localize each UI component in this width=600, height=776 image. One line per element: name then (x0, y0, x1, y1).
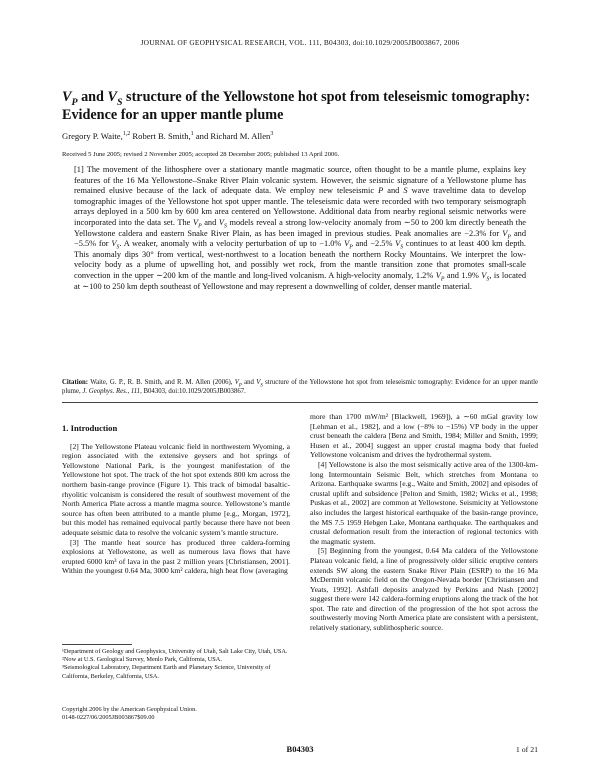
abstract-v: V (481, 270, 487, 280)
abstract-p-wave: P (378, 186, 384, 196)
abstract-sub-p: P (198, 223, 202, 230)
citation-v: V (256, 379, 261, 386)
abstract-v: V (344, 239, 350, 249)
citation-and: and (241, 379, 257, 386)
abstract-text-7: continues to at least 400 km depth. This anomaly dips 30° from vertical, west-northwest to a location beneath the northern Rocky Mountains. We interpret the low-velocity body as a plume of upwelling hot, and possibly wet rock, from the mantle transition zone that promotes small-scale convection in the upper ∼200 km of the mantle and long-lived volcanism. A high-velocity anomaly, 1.2% (74, 239, 526, 280)
copyright (62, 706, 197, 722)
title-vs: V (107, 89, 117, 105)
running-head: JOURNAL OF GEOPHYSICAL RESEARCH, VOL. 111, B04303, doi:10.1029/2005JB003867, 2006 (140, 38, 460, 47)
citation-journal: J. Geophys. Res., 111, (82, 388, 142, 395)
paragraph-2: [2] The Yellowstone Plateau volcanic field in northwestern Wyoming, a region associated with the extensive geysers and hot springs of Yellowstone National Park, is the youngest manifestation of the Yellowstone hot spot. The track of the hot spot extends 800 km across the northern basin-range province (Figure 1). This track of bimodal basaltic-rhyolitic volcanism is considered the result of southwest movement of the North America Plate across a mantle magma source. Yellowstone’s mantle source has often been attributed to a mantle plume [e.g., Morgan, 1972], but this model has remained equivocal partly because there have not been adequate seismic data to resolve the volcanic system’s mantle structure. (62, 441, 290, 537)
abstract-sub-s: S (486, 276, 490, 283)
citation-v: V (234, 379, 239, 386)
title-rest: structure of the Yellowstone hot spot from teleseismic tomography: Evidence for an upper mantle plume (62, 89, 531, 123)
title-and: and (77, 89, 108, 105)
paragraph-3-cont: more than 1700 mW/m² [Blackwell, 1969]), a ∼60 mGal gravity low [Lehman et al., 1982], and a low (−8% to −15%) VP body in the upper crust beneath the caldera [Benz and Smith, 1984; Miller and Smith, 1999; Husen et al., 2004] suggest an upper crustal magma body that fueled Yellowstone volcanism and drives the hydrothermal system. (310, 412, 538, 460)
citation-doi: B04303, doi:10.1029/2005JB003867. (141, 388, 246, 395)
citation-label: Citation: (62, 379, 89, 386)
abstract-v: V (218, 217, 224, 227)
paragraph-4: [4] Yellowstone is also the most seismically active area of the 1300-km-long Intermountain Seismic Belt, which stretches from Montana to Arizona. Earthquake swarms [e.g., Waite and Smith, 2002] and episodes of crustal uplift and subsidence [Pelton and Smith, 1982; Wicks et al., 1998; Puskas et al., 2002] are common at Yellowstone. Seismicity at Yellowstone also includes the largest historical earthquake of the basin-range province, the MS 7.5 1959 Hebgen Lake, Montana earthquake. The earthquakes and crustal deformation result from the interaction of regional tectonics with the magmatic system. (310, 459, 538, 546)
right-column (310, 412, 538, 633)
citation-authors: Waite, G. P., R. B. Smith, and R. M. Allen (2006), (88, 379, 235, 386)
abstract-v: V (435, 270, 441, 280)
footnotes (62, 648, 290, 681)
abstract (74, 165, 526, 292)
author-2-affil: 1 (190, 131, 194, 138)
copyright-line: Copyright 2006 by the American Geophysical Union. (62, 706, 197, 713)
citation (62, 378, 538, 396)
page-number: 1 of 21 (515, 745, 538, 754)
section-divider (62, 402, 538, 403)
title-vs-sub: S (116, 96, 123, 108)
abstract-text-4: and −5.5% for (74, 228, 526, 249)
abstract-text-5: . A weaker, anomaly with a velocity perturbation of up to −1.0% (119, 239, 345, 249)
footnote-2: ²Now at U.S. Geological Survey, Menlo Park, California, USA. (62, 656, 222, 664)
abstract-v: V (502, 228, 508, 238)
received-dates: Received 5 June 2005; revised 2 November 2005; accepted 28 December 2005; published 13 April 2006. (62, 151, 340, 158)
article-id: B04303 (286, 744, 314, 754)
abstract-sub-p: P (349, 244, 353, 251)
paper-title (62, 88, 538, 124)
abstract-sub-p: P (440, 276, 445, 283)
footnote-divider (62, 644, 132, 645)
author-3-affil: 3 (270, 131, 274, 138)
abstract-sub-s: S (116, 244, 120, 251)
citation-title: structure of the Yellowstone hot spot from teleseismic tomography: Evidence for an upper mantle plume, (62, 379, 539, 395)
abstract-and: and (201, 217, 219, 227)
title-vp-sub: P (71, 96, 78, 108)
author-2: Robert B. Smith, (130, 131, 191, 141)
abstract-text-8: and 1.9% (444, 270, 482, 280)
section-heading: 1. Introduction (62, 423, 118, 433)
author-1-affil: 1,2 (122, 131, 131, 138)
footnote-3: ³Seismological Laboratory, Department Earth and Planetary Science, University of California, Berkeley, California, USA. (62, 664, 271, 680)
abstract-v: V (192, 217, 199, 227)
abstract-text-1: The movement of the lithosphere over a stationary mantle magmatic source, often thought to be a mantle plume, explains key features of the 16 Ma Yellowstone–Snake River Plain volcanic system. However, the seismic signature of a Yellowstone plume has remained elusive because of the lack of adequate data. We employ new teleseismic (74, 165, 526, 196)
abstract-sub-s: S (223, 223, 227, 230)
abstract-v: V (111, 239, 117, 249)
author-list (62, 131, 273, 141)
paragraph-5: [5] Beginning from the youngest, 0.64 Ma caldera of the Yellowstone Plateau volcanic field, a line of progressively older silicic eruptive centers extends SW along the eastern Snake River Plain (ESRP) to the 16 Ma McDermitt volcanic field on the Oregon-Nevada border [Christiansen and Yeats, 1992]. Ashfall deposits analyzed by Perkins and Nash [2002] suggest there were 142 caldera-forming eruptions along the track of the hot spot. The rate and direction of the progression of the hot spot across the southwesterly moving North America plate are consistent with a persistent, relatively stationary, sublithospheric source. (310, 546, 538, 633)
abstract-text-9: , is located at ∼100 to 250 km depth southeast of Yellowstone and may represent a downwelling of colder, denser mantle material. (74, 270, 527, 291)
citation-sub-s: S (260, 383, 263, 389)
abstract-text-3: models reveal a strong low-velocity anomaly from ∼50 to 200 km directly beneath the Yellowstone caldera and eastern Snake River Plain, as has been imaged in previous studies. Peak anomalies are −2.3% for (74, 217, 526, 238)
abstract-text-2: wave traveltime data to develop tomographic images of the Yellowstone hot spot upper mantle. The teleseismic data were recorded with two temporary seismograph arrays deployed in a 500 km by 600 km area centered on Yellowstone. Additional data from nearby regional seismic networks were incorporated into the data set. The (74, 186, 526, 227)
abstract-sub-s: S (400, 244, 404, 251)
abstract-text-6: and −2.5% (352, 239, 396, 249)
issn-line: 0148-0227/06/2005JB003867$09.00 (62, 714, 155, 722)
citation-sub-p: P (238, 383, 242, 389)
paper-page (62, 0, 538, 776)
abstract-s-wave: S (403, 186, 408, 196)
abstract-v: V (395, 239, 401, 249)
footnote-1: ¹Department of Geology and Geophysics, University of Utah, Salt Lake City, Utah, USA. (62, 648, 288, 655)
author-3: and Richard M. Allen (193, 131, 271, 141)
abstract-sub-p: P (507, 234, 511, 241)
abstract-and: and (383, 186, 404, 196)
paragraph-marker: [1] (74, 165, 84, 174)
author-1: Gregory P. Waite, (62, 131, 123, 141)
paragraph-3: [3] The mantle heat source has produced three caldera-forming explosions at Yellowstone, as well as numerous lava flows that have erupted 6000 km³ of lava in the past 2 million years [Christiansen, 2001]. Within the youngest 0.64 Ma, 3000 km² caldera, high heat flow (averaging (62, 537, 290, 576)
left-column (62, 412, 290, 576)
title-vp: V (62, 89, 72, 105)
